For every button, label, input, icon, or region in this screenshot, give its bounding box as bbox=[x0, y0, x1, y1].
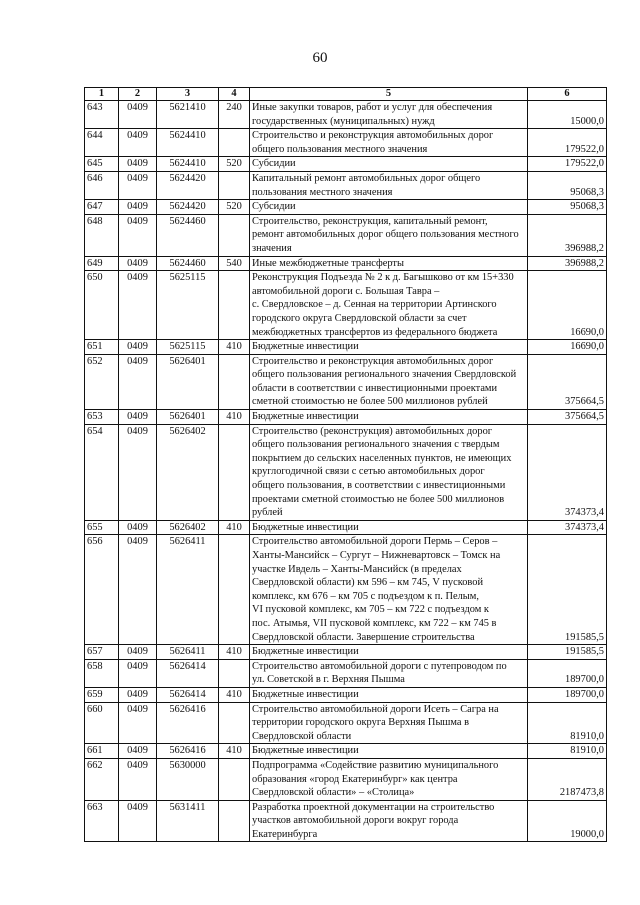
description-line: Иные закупки товаров, работ и услуг для обеспечения bbox=[252, 102, 493, 113]
description-line: комплекс, км 676 – км 705 с подъездом к п. Пелым, bbox=[252, 590, 479, 602]
description-line: ремонт автомобильных дорог общего пользования местного bbox=[252, 229, 519, 241]
target-code: 5626414 bbox=[157, 687, 219, 702]
target-code: 5621410 bbox=[157, 101, 219, 129]
description-line: Свердловской области) км 596 – км 745, V пусковой bbox=[252, 577, 484, 589]
amount: 81910,0 bbox=[528, 744, 607, 759]
description-line: Бюджетные инвестиции bbox=[252, 521, 359, 533]
row-number: 643 bbox=[85, 101, 119, 129]
description-line: проектами сметной стоимостью не более 500 миллионов bbox=[252, 493, 505, 505]
target-code: 5625115 bbox=[157, 271, 219, 340]
table-row bbox=[85, 214, 607, 256]
amount: 374373,4 bbox=[528, 424, 607, 520]
amount: 19000,0 bbox=[528, 800, 607, 842]
row-number: 661 bbox=[85, 744, 119, 759]
column-header-5: 5 bbox=[250, 88, 528, 101]
description-line: Строительство автомобильной дороги с путепроводом по bbox=[252, 660, 507, 672]
item-description bbox=[250, 410, 528, 425]
amount: 191585,5 bbox=[528, 645, 607, 660]
description-line: автомобильной дороги с. Большая Тавра – bbox=[252, 285, 440, 297]
table-row bbox=[85, 157, 607, 172]
page-number: 60 bbox=[312, 50, 328, 66]
table-row bbox=[85, 645, 607, 660]
target-code: 5626402 bbox=[157, 520, 219, 535]
item-description bbox=[250, 535, 528, 645]
expense-type-code bbox=[219, 535, 250, 645]
column-header-2: 2 bbox=[119, 88, 157, 101]
description-line: общего пользования регионального значения с твердым bbox=[252, 439, 500, 451]
section-code: 0409 bbox=[119, 340, 157, 355]
table-row bbox=[85, 340, 607, 355]
row-number: 646 bbox=[85, 171, 119, 199]
item-description bbox=[250, 214, 528, 256]
description-line: Бюджетные инвестиции bbox=[252, 341, 359, 353]
item-description bbox=[250, 101, 528, 129]
table-row bbox=[85, 271, 607, 340]
section-code: 0409 bbox=[119, 256, 157, 271]
item-description bbox=[250, 354, 528, 409]
amount: 375664,5 bbox=[528, 354, 607, 409]
description-line: территории городского округа Верхняя Пышма в bbox=[252, 717, 470, 729]
expense-type-code bbox=[219, 800, 250, 842]
table-row bbox=[85, 354, 607, 409]
item-description bbox=[250, 200, 528, 215]
row-number: 644 bbox=[85, 129, 119, 157]
item-description bbox=[250, 758, 528, 800]
amount: 189700,0 bbox=[528, 659, 607, 687]
row-number: 657 bbox=[85, 645, 119, 660]
row-number: 654 bbox=[85, 424, 119, 520]
table-row bbox=[85, 758, 607, 800]
row-number: 660 bbox=[85, 702, 119, 744]
item-description bbox=[250, 424, 528, 520]
description-line: городского округа Свердловской области за счет bbox=[252, 312, 467, 324]
column-header-6: 6 bbox=[528, 88, 607, 101]
description-line: сметной стоимостью не более 500 миллионов рублей bbox=[252, 396, 488, 408]
row-number: 650 bbox=[85, 271, 119, 340]
item-description bbox=[250, 157, 528, 172]
target-code: 5626401 bbox=[157, 410, 219, 425]
section-code: 0409 bbox=[119, 659, 157, 687]
description-line: Субсидии bbox=[252, 158, 296, 170]
table-row bbox=[85, 535, 607, 645]
item-description bbox=[250, 256, 528, 271]
description-line: Строительство и реконструкция автомобильных дорог bbox=[252, 355, 494, 367]
description-line: общего пользования местного значения bbox=[252, 143, 428, 155]
table-row bbox=[85, 200, 607, 215]
section-code: 0409 bbox=[119, 410, 157, 425]
description-line: Иные межбюджетные трансферты bbox=[252, 257, 404, 269]
section-code: 0409 bbox=[119, 214, 157, 256]
row-number: 648 bbox=[85, 214, 119, 256]
amount: 81910,0 bbox=[528, 702, 607, 744]
table-row bbox=[85, 424, 607, 520]
item-description bbox=[250, 340, 528, 355]
target-code: 5624420 bbox=[157, 171, 219, 199]
row-number: 647 bbox=[85, 200, 119, 215]
row-number: 645 bbox=[85, 157, 119, 172]
section-code: 0409 bbox=[119, 645, 157, 660]
amount: 396988,2 bbox=[528, 256, 607, 271]
table-row bbox=[85, 256, 607, 271]
section-code: 0409 bbox=[119, 101, 157, 129]
row-number: 653 bbox=[85, 410, 119, 425]
amount: 2187473,8 bbox=[528, 758, 607, 800]
expense-type-code: 410 bbox=[219, 687, 250, 702]
amount: 179522,0 bbox=[528, 129, 607, 157]
row-number: 662 bbox=[85, 758, 119, 800]
budget-table bbox=[84, 87, 607, 842]
section-code: 0409 bbox=[119, 271, 157, 340]
description-line: Свердловской области. Завершение строительства bbox=[252, 631, 475, 643]
amount: 179522,0 bbox=[528, 157, 607, 172]
description-line: Подпрограмма «Содействие развитию муниципального bbox=[252, 759, 499, 771]
target-code: 5625115 bbox=[157, 340, 219, 355]
description-line: рублей bbox=[252, 507, 283, 519]
item-description bbox=[250, 659, 528, 687]
expense-type-code: 410 bbox=[219, 410, 250, 425]
description-line: Строительство (реконструкция) автомобильных дорог bbox=[252, 425, 493, 437]
table-row bbox=[85, 171, 607, 199]
description-line: межбюджетных трансфертов из федерального бюджета bbox=[252, 326, 498, 338]
column-header-3: 3 bbox=[157, 88, 219, 101]
section-code: 0409 bbox=[119, 520, 157, 535]
section-code: 0409 bbox=[119, 687, 157, 702]
amount: 95068,3 bbox=[528, 171, 607, 199]
expense-type-code bbox=[219, 659, 250, 687]
description-line: покрытием до сельских населенных пунктов, не имеющих bbox=[252, 452, 512, 464]
column-header-4: 4 bbox=[219, 88, 250, 101]
amount: 191585,5 bbox=[528, 535, 607, 645]
expense-type-code bbox=[219, 354, 250, 409]
description-line: Бюджетные инвестиции bbox=[252, 411, 359, 423]
description-line: государственных (муниципальных) нужд bbox=[252, 115, 435, 127]
description-line: Ханты-Мансийск – Сургут – Нижневартовск – Томск на bbox=[252, 550, 501, 561]
description-line: пос. Атымья, VII пусковой комплекс, км 722 – км 745 в bbox=[252, 617, 497, 629]
description-line: Бюджетные инвестиции bbox=[252, 688, 359, 700]
description-line: участков автомобильной дороги вокруг города bbox=[252, 815, 459, 827]
section-code: 0409 bbox=[119, 157, 157, 172]
item-description bbox=[250, 702, 528, 744]
item-description bbox=[250, 520, 528, 535]
table-body bbox=[85, 101, 607, 842]
description-line: Бюджетные инвестиции bbox=[252, 745, 359, 757]
table-row bbox=[85, 800, 607, 842]
expense-type-code: 410 bbox=[219, 645, 250, 660]
section-code: 0409 bbox=[119, 200, 157, 215]
item-description bbox=[250, 171, 528, 199]
description-line: Разработка проектной документации на строительство bbox=[252, 801, 495, 813]
item-description bbox=[250, 645, 528, 660]
expense-type-code bbox=[219, 129, 250, 157]
row-number: 652 bbox=[85, 354, 119, 409]
section-code: 0409 bbox=[119, 744, 157, 759]
amount: 15000,0 bbox=[528, 101, 607, 129]
expense-type-code: 540 bbox=[219, 256, 250, 271]
item-description bbox=[250, 687, 528, 702]
description-line: пользования местного значения bbox=[252, 186, 393, 198]
row-number: 658 bbox=[85, 659, 119, 687]
expense-type-code: 520 bbox=[219, 157, 250, 172]
amount: 396988,2 bbox=[528, 214, 607, 256]
target-code: 5624410 bbox=[157, 157, 219, 172]
target-code: 5631411 bbox=[157, 800, 219, 842]
expense-type-code: 410 bbox=[219, 340, 250, 355]
description-line: участке Ивдель – Ханты-Мансийск (в пределах bbox=[252, 563, 462, 575]
description-line: круглогодичной связи с сетью автомобильных дорог bbox=[252, 466, 485, 478]
description-line: ул. Советской в г. Верхняя Пышма bbox=[252, 674, 405, 686]
section-code: 0409 bbox=[119, 800, 157, 842]
expense-type-code bbox=[219, 424, 250, 520]
target-code: 5626401 bbox=[157, 354, 219, 409]
row-number: 659 bbox=[85, 687, 119, 702]
table-row bbox=[85, 101, 607, 129]
table-row bbox=[85, 702, 607, 744]
row-number: 651 bbox=[85, 340, 119, 355]
expense-type-code: 240 bbox=[219, 101, 250, 129]
description-line: Строительство автомобильной дороги Исеть – Сагра на bbox=[252, 703, 499, 715]
row-number: 649 bbox=[85, 256, 119, 271]
expense-type-code: 410 bbox=[219, 744, 250, 759]
amount: 95068,3 bbox=[528, 200, 607, 215]
row-number: 655 bbox=[85, 520, 119, 535]
expense-type-code bbox=[219, 702, 250, 744]
description-line: значения bbox=[252, 242, 292, 254]
description-line: Свердловской области bbox=[252, 730, 352, 742]
section-code: 0409 bbox=[119, 171, 157, 199]
section-code: 0409 bbox=[119, 535, 157, 645]
description-line: Строительство, реконструкция, капитальный ремонт, bbox=[252, 215, 488, 227]
target-code: 5624420 bbox=[157, 200, 219, 215]
description-line: области в соответствии с инвестиционными проектами bbox=[252, 382, 498, 394]
description-line: Строительство и реконструкция автомобильных дорог bbox=[252, 130, 494, 142]
row-number: 656 bbox=[85, 535, 119, 645]
expense-type-code: 520 bbox=[219, 200, 250, 215]
description-line: общего пользования регионального значения Свердловской bbox=[252, 369, 517, 381]
expense-type-code bbox=[219, 758, 250, 800]
amount: 375664,5 bbox=[528, 410, 607, 425]
description-line: VI пусковой комплекс, км 705 – км 722 с подъездом к bbox=[252, 604, 489, 616]
target-code: 5624460 bbox=[157, 214, 219, 256]
table-row bbox=[85, 410, 607, 425]
section-code: 0409 bbox=[119, 702, 157, 744]
description-line: образования «город Екатеринбург» как центра bbox=[252, 773, 458, 785]
section-code: 0409 bbox=[119, 129, 157, 157]
item-description bbox=[250, 129, 528, 157]
target-code: 5626402 bbox=[157, 424, 219, 520]
target-code: 5626411 bbox=[157, 535, 219, 645]
table-row bbox=[85, 129, 607, 157]
target-code: 5626416 bbox=[157, 702, 219, 744]
description-line: Свердловской области» – «Столица» bbox=[252, 787, 415, 799]
target-code: 5624410 bbox=[157, 129, 219, 157]
amount: 16690,0 bbox=[528, 340, 607, 355]
table-header-row bbox=[85, 88, 607, 101]
item-description bbox=[250, 744, 528, 759]
expense-type-code: 410 bbox=[219, 520, 250, 535]
table-row bbox=[85, 659, 607, 687]
section-code: 0409 bbox=[119, 758, 157, 800]
description-line: Строительство автомобильной дороги Пермь – Серов – bbox=[252, 536, 498, 548]
amount: 374373,4 bbox=[528, 520, 607, 535]
row-number: 663 bbox=[85, 800, 119, 842]
target-code: 5630000 bbox=[157, 758, 219, 800]
target-code: 5626411 bbox=[157, 645, 219, 660]
description-line: Капитальный ремонт автомобильных дорог общего bbox=[252, 172, 481, 184]
expense-type-code bbox=[219, 171, 250, 199]
target-code: 5626414 bbox=[157, 659, 219, 687]
amount: 16690,0 bbox=[528, 271, 607, 340]
description-line: с. Свердловское – д. Сенная на территории Артинского bbox=[252, 299, 497, 311]
description-line: Реконструкция Подъезда № 2 к д. Багышково от км 15+330 bbox=[252, 272, 514, 284]
description-line: Субсидии bbox=[252, 201, 296, 213]
table-row bbox=[85, 744, 607, 759]
amount: 189700,0 bbox=[528, 687, 607, 702]
description-line: Бюджетные инвестиции bbox=[252, 646, 359, 658]
item-description bbox=[250, 271, 528, 340]
table-row bbox=[85, 520, 607, 535]
section-code: 0409 bbox=[119, 424, 157, 520]
section-code: 0409 bbox=[119, 354, 157, 409]
column-header-1: 1 bbox=[85, 88, 119, 101]
table-row bbox=[85, 687, 607, 702]
target-code: 5626416 bbox=[157, 744, 219, 759]
expense-type-code bbox=[219, 214, 250, 256]
item-description bbox=[250, 800, 528, 842]
expense-type-code bbox=[219, 271, 250, 340]
description-line: Екатеринбурга bbox=[252, 828, 318, 840]
target-code: 5624460 bbox=[157, 256, 219, 271]
description-line: общего пользования, в соответствии с инвестиционными bbox=[252, 480, 506, 492]
